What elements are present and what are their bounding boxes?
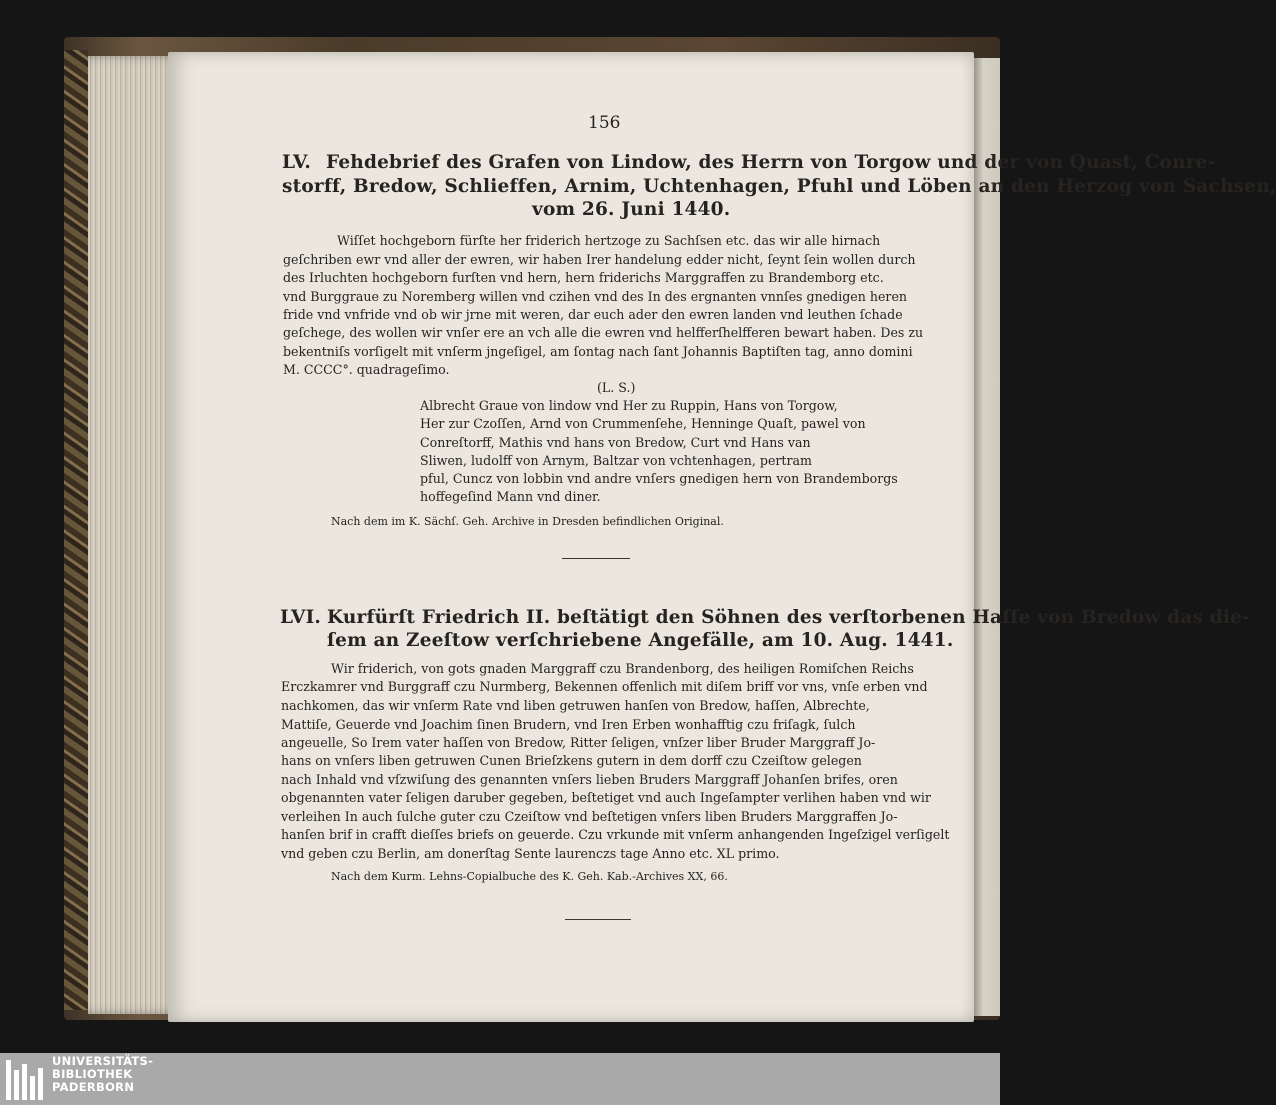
section-divider: [565, 919, 631, 920]
library-name-line: PADERBORN: [52, 1080, 135, 1094]
section-divider: [562, 558, 630, 559]
signatory-line: Albrecht Graue von lindow vnd Her zu Ruppin, Hans von Torgow,: [420, 398, 838, 413]
section-lvi-body-line: verleihen In auch ſulche guter czu Czeiſtow vnd beſtetigen vnſers liben Bruders Marggraffen Jo-: [281, 809, 898, 824]
signatory-line: hoffegeſind Mann vnd diner.: [420, 489, 601, 504]
library-name-line: UNIVERSITÄTS-: [52, 1054, 154, 1068]
section-lvi-body-line: nach Inhald vnd vſzwiſung des genannten vnſers lieben Bruders Marggraff Johanſen brifes, oren: [281, 772, 898, 787]
signatory-line: Sliwen, ludolff von Arnym, Baltzar von vchtenhagen, pertram: [420, 453, 812, 468]
section-lvi-body-line: hanſen brif in crafft dieſſes briefs on geuerde. Czu vrkunde mit vnſerm anhangenden Ingeſzigel verſigelt: [281, 827, 950, 842]
section-lv-body-line: geſchege, des wollen wir vnſer ere an vch alle die ewren vnd helfferſhelfferen bewart haben. Des zu: [283, 325, 924, 340]
section-lvi-title-line: ſem an Zeeſtow verſchriebene Angefälle, am 10. Aug. 1441.: [327, 630, 954, 651]
section-lv-title-line: Fehdebrief des Grafen von Lindow, des Herrn von Torgow und der von Quast, Conre-: [326, 152, 1216, 173]
section-lvi-body-line: Erczkamrer vnd Burggraff czu Nurmberg, Bekennen offenlich mit diſem briff vor vns, vnſe erben vnd: [281, 679, 928, 694]
section-lvi-body-line: Mattiſe, Geuerde vnd Joachim ſinen Brudern, vnd Iren Erben wonhafftig czu friſagk, ſulch: [281, 717, 856, 732]
section-lvi-body-line: hans on vnſers liben getruwen Cunen Brieſzkens gutern in dem dorff czu Czeiſtow gelegen: [281, 753, 862, 768]
next-page-edge: [972, 58, 1000, 1016]
section-lvi-body-line: angeuelle, So Irem vater haſſen von Bredow, Ritter ſeligen, vnſzer liber Bruder Marggraff Jo-: [281, 735, 876, 750]
signatory-line: Her zur Czoſſen, Arnd von Crummenſehe, Henninge Quaſt, pawel von: [420, 416, 866, 431]
marbled-edge: [64, 50, 88, 1010]
section-lv-body-line: vnd Burggraue zu Noremberg willen vnd czihen vnd des In des ergnanten vnnſes gnedigen heren: [283, 289, 908, 304]
page-stack: [88, 56, 180, 1014]
section-lv-body-line: des Irluchten hochgeborn furſten vnd hern, hern friderichs Marggraffen zu Brandemborg etc.: [283, 270, 884, 285]
section-lv-body-line: M. CCCC°. quadrageſimo.: [283, 362, 450, 377]
library-name: [52, 1055, 252, 1094]
signatory-line: pful, Cuncz von lobbin vnd andre vnſers gnedigen hern von Brandemborgs: [420, 471, 898, 486]
seal-mark: (L. S.): [597, 380, 636, 395]
section-lv-source: Nach dem im K. Sächſ. Geh. Archive in Dresden befindlichen Original.: [331, 515, 724, 528]
section-lv-title-line: storff, Bredow, Schlieffen, Arnim, Uchtenhagen, Pfuhl und Löben an den Herzog von Sachsen,: [282, 176, 1276, 197]
section-lvi-source: Nach dem Kurm. Lehns-Copialbuche des K. Geh. Kab.-Archives XX, 66.: [331, 870, 728, 883]
section-lv-body-line: bekentniſs vorſigelt mit vnſerm jngeſigel, am ſontag nach ſant Johannis Baptiſten tag, anno domini: [283, 344, 913, 359]
section-lvi-body-line: Wir friderich, von gots gnaden Marggraff czu Brandenborg, des heiligen Romiſchen Reichs: [331, 661, 914, 676]
section-lv-number: LV.: [282, 152, 311, 173]
section-lv-body-line: fride vnd vnfride vnd ob wir jrne mit weren, dar euch ader den ewren landen vnd leuthen ſchade: [283, 307, 903, 322]
library-name-line: BIBLIOTHEK: [52, 1067, 133, 1081]
section-lvi-body-line: obgenannten vater ſeligen daruber gegeben, beſtetiget vnd auch Ingeſampter verlihen haben vnd wir: [281, 790, 931, 805]
section-lvi-body-line: nachkomen, das wir vnſerm Rate vnd liben getruwen hanſen von Bredow, haſſen, Albrechte,: [281, 698, 870, 713]
section-lvi-body-line: vnd geben czu Berlin, am donerſtag Sente laurenczs tage Anno etc. XL primo.: [281, 846, 780, 861]
signatory-line: Conreſtorff, Mathis vnd hans von Bredow, Curt vnd Hans van: [420, 435, 811, 450]
page-number: 156: [588, 113, 621, 133]
section-lvi-title-line: Kurfürſt Friedrich II. beſtätigt den Söhnen des verſtorbenen Haſſe von Bredow das die-: [327, 607, 1250, 628]
section-lv-body-line: Wiſſet hochgeborn fürſte her friderich hertzoge zu Sachſsen etc. das wir alle hirnach: [337, 233, 881, 248]
library-logo-icon: [6, 1058, 46, 1100]
section-lv-body-line: geſchriben ewr vnd aller der ewren, wir haben Irer handelung edder nicht, ſeynt ſein wollen durch: [283, 252, 916, 267]
section-lvi-number: LVI.: [280, 607, 322, 628]
section-lv-title-line: vom 26. Juni 1440.: [532, 199, 731, 220]
